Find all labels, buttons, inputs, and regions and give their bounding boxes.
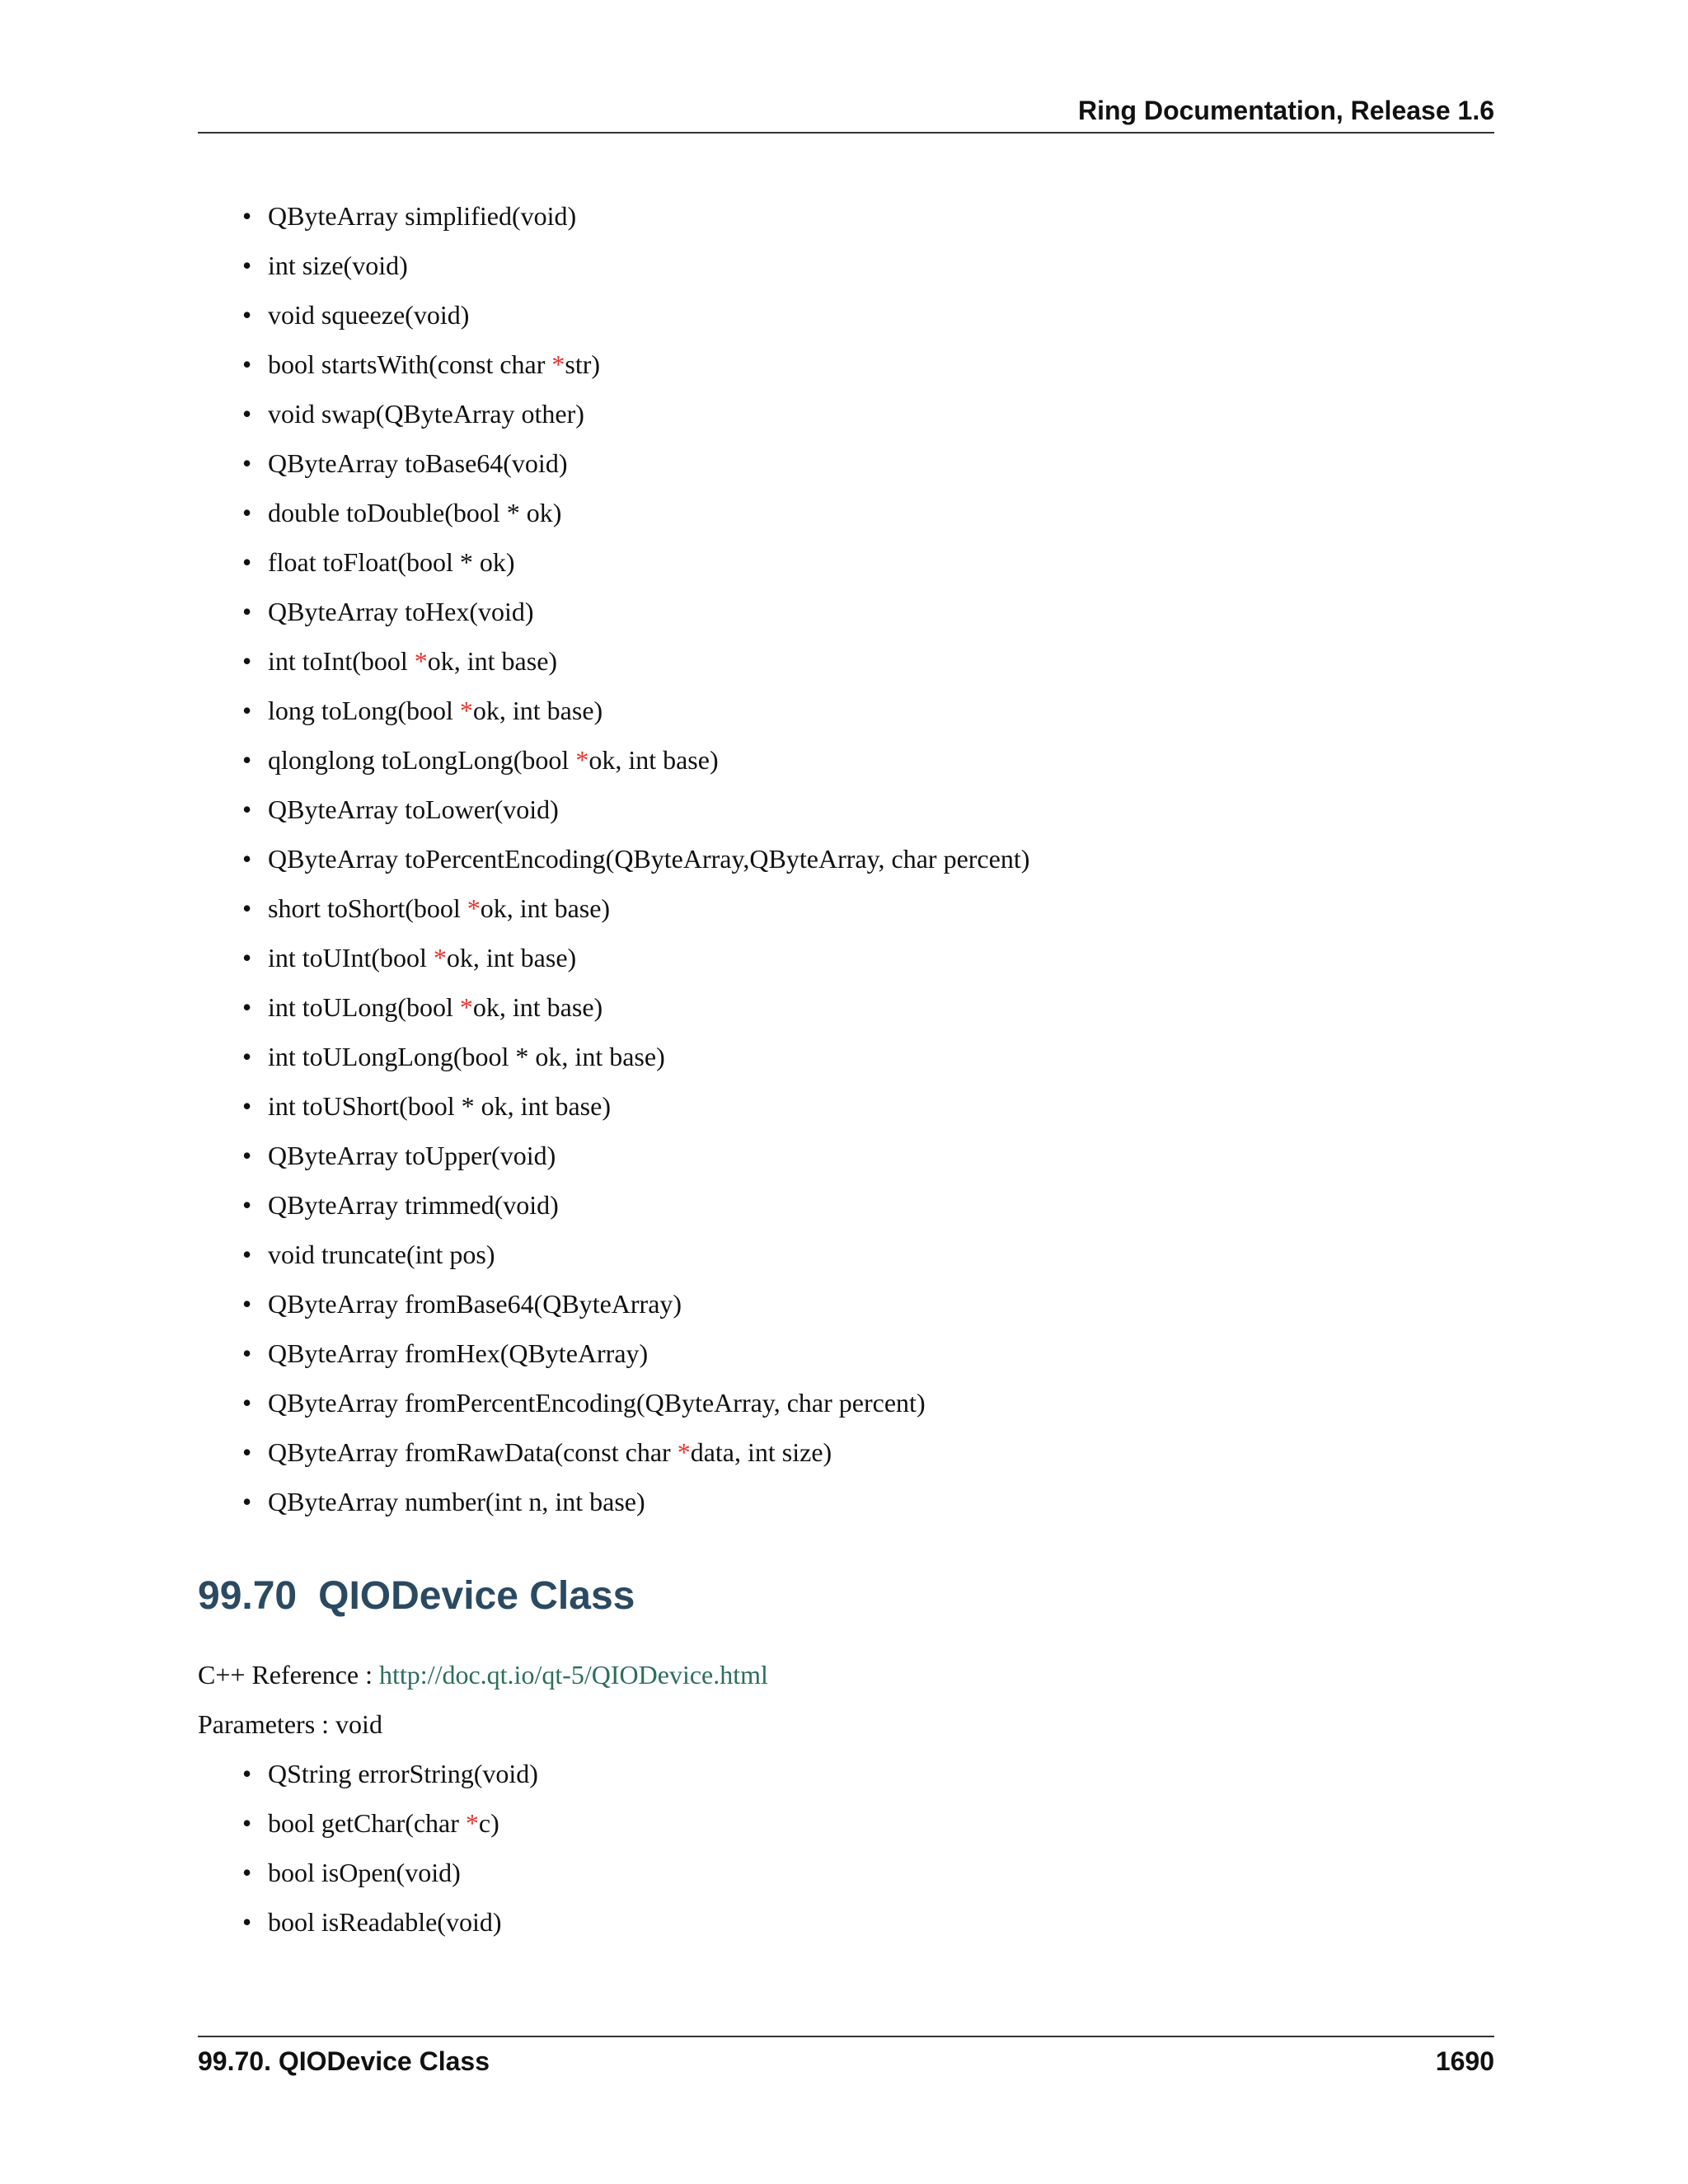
bullet-icon: • bbox=[242, 1042, 252, 1071]
pointer-star: * bbox=[465, 1808, 479, 1838]
method-signature: qlonglong toLongLong(bool bbox=[268, 745, 576, 775]
method-signature-rest: ok, int base) bbox=[472, 696, 603, 725]
bullet-icon: • bbox=[242, 1907, 252, 1937]
bullet-icon: • bbox=[242, 1487, 252, 1516]
method-signature: short toShort(bool bbox=[268, 893, 467, 923]
method-item bbox=[242, 438, 1494, 488]
pointer-star: * bbox=[459, 696, 473, 725]
bullet-icon: • bbox=[242, 844, 252, 874]
pointer-star: * bbox=[467, 893, 481, 923]
method-item bbox=[242, 290, 1494, 340]
method-item bbox=[242, 1081, 1494, 1131]
method-signature-rest: data, int size) bbox=[690, 1437, 832, 1467]
bullet-icon: • bbox=[242, 300, 252, 330]
method-item bbox=[242, 191, 1494, 241]
bullet-icon: • bbox=[242, 893, 252, 923]
method-item bbox=[242, 241, 1494, 290]
bullet-icon: • bbox=[242, 696, 252, 725]
method-signature: QByteArray fromHex(QByteArray) bbox=[268, 1338, 649, 1368]
method-signature: bool isReadable(void) bbox=[268, 1907, 502, 1937]
method-signature: QByteArray fromPercentEncoding(QByteArray, char percent) bbox=[268, 1388, 926, 1418]
method-item bbox=[242, 1848, 1494, 1897]
bullet-icon: • bbox=[242, 399, 252, 429]
method-item bbox=[242, 636, 1494, 686]
bullet-icon: • bbox=[242, 1091, 252, 1121]
method-signature-rest: ok, int base) bbox=[480, 893, 611, 923]
method-item bbox=[242, 1897, 1494, 1947]
method-item bbox=[242, 785, 1494, 834]
bytearray-method-list bbox=[198, 191, 1494, 1526]
method-item bbox=[242, 1477, 1494, 1526]
method-signature: QByteArray toUpper(void) bbox=[268, 1141, 556, 1170]
footer-section: 99.70. QIODevice Class bbox=[198, 2046, 490, 2076]
page-number: 1690 bbox=[1435, 2046, 1494, 2076]
pointer-star: * bbox=[433, 943, 447, 972]
pointer-star: * bbox=[575, 745, 589, 775]
method-signature: int toULongLong(bool * ok, int base) bbox=[268, 1042, 665, 1071]
method-signature: int toInt(bool bbox=[268, 646, 415, 676]
bullet-icon: • bbox=[242, 646, 252, 676]
method-signature: void truncate(int pos) bbox=[268, 1240, 495, 1269]
method-signature-rest: ok, int base) bbox=[588, 745, 719, 775]
method-signature-rest: ok, int base) bbox=[427, 646, 558, 676]
method-item bbox=[242, 1131, 1494, 1180]
bullet-icon: • bbox=[242, 448, 252, 478]
method-signature: void swap(QByteArray other) bbox=[268, 399, 584, 429]
method-signature: QByteArray simplified(void) bbox=[268, 201, 577, 231]
document-title: Ring Documentation, Release 1.6 bbox=[1077, 96, 1494, 125]
cpp-reference bbox=[198, 1650, 1494, 1699]
bullet-icon: • bbox=[242, 943, 252, 972]
bullet-icon: • bbox=[242, 498, 252, 527]
method-signature: double toDouble(bool * ok) bbox=[268, 498, 562, 527]
bullet-icon: • bbox=[242, 794, 252, 824]
method-item bbox=[242, 1032, 1494, 1081]
reference-link[interactable]: http://doc.qt.io/qt-5/QIODevice.html bbox=[379, 1660, 768, 1690]
method-item bbox=[242, 933, 1494, 982]
pointer-star: * bbox=[459, 992, 473, 1022]
page-footer bbox=[198, 2036, 1494, 2082]
page-header bbox=[198, 92, 1494, 134]
bullet-icon: • bbox=[242, 1858, 252, 1887]
method-item bbox=[242, 982, 1494, 1032]
method-item bbox=[242, 1180, 1494, 1230]
bullet-icon: • bbox=[242, 992, 252, 1022]
bullet-icon: • bbox=[242, 349, 252, 379]
method-signature-rest: str) bbox=[565, 349, 601, 379]
page-content bbox=[198, 191, 1494, 1947]
bullet-icon: • bbox=[242, 1240, 252, 1269]
section-title: QIODevice Class bbox=[318, 1574, 635, 1618]
method-signature: QByteArray fromRawData(const char bbox=[268, 1437, 678, 1467]
method-signature: QByteArray toPercentEncoding(QByteArray,QByteArray, char percent) bbox=[268, 844, 1030, 874]
method-signature: QByteArray toLower(void) bbox=[268, 794, 559, 824]
bullet-icon: • bbox=[242, 547, 252, 577]
bullet-icon: • bbox=[242, 1759, 252, 1788]
method-item bbox=[242, 537, 1494, 587]
method-item bbox=[242, 1279, 1494, 1329]
method-signature: int toULong(bool bbox=[268, 992, 460, 1022]
section-number: 99.70 bbox=[198, 1574, 298, 1618]
bullet-icon: • bbox=[242, 1289, 252, 1319]
bullet-icon: • bbox=[242, 1437, 252, 1467]
method-signature-rest: ok, int base) bbox=[446, 943, 577, 972]
parameters-label: Parameters : void bbox=[198, 1709, 382, 1739]
method-signature: QByteArray number(int n, int base) bbox=[268, 1487, 645, 1516]
bullet-icon: • bbox=[242, 251, 252, 280]
method-signature: int toUInt(bool bbox=[268, 943, 434, 972]
bullet-icon: • bbox=[242, 1808, 252, 1838]
method-item bbox=[242, 488, 1494, 537]
method-item bbox=[242, 587, 1494, 636]
method-signature: bool isOpen(void) bbox=[268, 1858, 461, 1887]
method-signature: QByteArray toHex(void) bbox=[268, 597, 534, 626]
method-signature: QByteArray fromBase64(QByteArray) bbox=[268, 1289, 682, 1319]
method-signature-rest: c) bbox=[478, 1808, 499, 1838]
method-item bbox=[242, 1749, 1494, 1798]
method-signature: long toLong(bool bbox=[268, 696, 460, 725]
method-item bbox=[242, 1230, 1494, 1279]
method-item bbox=[242, 1798, 1494, 1848]
method-item bbox=[242, 389, 1494, 438]
method-item bbox=[242, 834, 1494, 883]
pointer-star: * bbox=[677, 1437, 691, 1467]
method-signature: QString errorString(void) bbox=[268, 1759, 538, 1788]
method-item bbox=[242, 883, 1494, 933]
reference-label: C++ Reference : bbox=[198, 1660, 379, 1690]
bullet-icon: • bbox=[242, 201, 252, 231]
method-item bbox=[242, 735, 1494, 785]
method-signature: int toUShort(bool * ok, int base) bbox=[268, 1091, 611, 1121]
pointer-star: * bbox=[414, 646, 428, 676]
bullet-icon: • bbox=[242, 1190, 252, 1220]
bullet-icon: • bbox=[242, 597, 252, 626]
method-signature: int size(void) bbox=[268, 251, 408, 280]
bullet-icon: • bbox=[242, 1388, 252, 1418]
method-signature: void squeeze(void) bbox=[268, 300, 470, 330]
method-signature: float toFloat(bool * ok) bbox=[268, 547, 515, 577]
method-item bbox=[242, 1427, 1494, 1477]
method-signature-rest: ok, int base) bbox=[472, 992, 603, 1022]
method-item bbox=[242, 1329, 1494, 1378]
method-signature: QByteArray trimmed(void) bbox=[268, 1190, 559, 1220]
pointer-star: * bbox=[551, 349, 565, 379]
method-item bbox=[242, 340, 1494, 389]
method-item bbox=[242, 1378, 1494, 1427]
section-heading bbox=[198, 1568, 1494, 1625]
method-signature: bool getChar(char bbox=[268, 1808, 466, 1838]
method-signature: bool startsWith(const char bbox=[268, 349, 552, 379]
bullet-icon: • bbox=[242, 1338, 252, 1368]
method-item bbox=[242, 686, 1494, 735]
bullet-icon: • bbox=[242, 1141, 252, 1170]
iodevice-method-list bbox=[198, 1749, 1494, 1947]
method-signature: QByteArray toBase64(void) bbox=[268, 448, 568, 478]
parameters-line bbox=[198, 1699, 1494, 1749]
bullet-icon: • bbox=[242, 745, 252, 775]
